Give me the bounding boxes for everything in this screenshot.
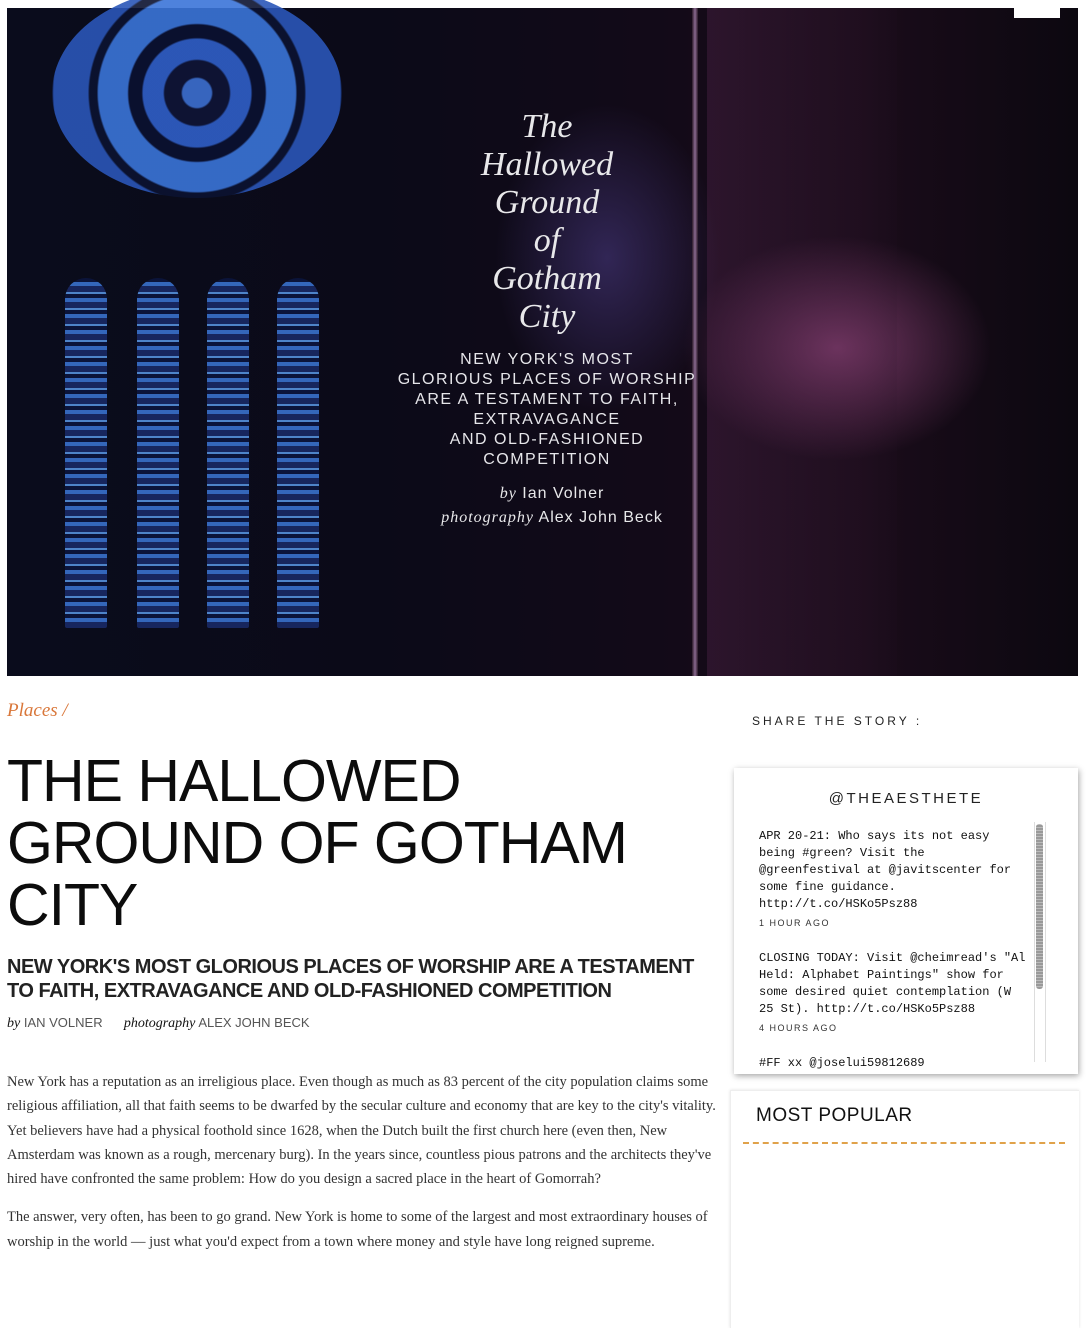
article-dek: NEW YORK'S MOST GLORIOUS PLACES OF WORSHIP ARE A TESTAMENT TO FAITH, EXTRAVAGANCE AND OLD-FASHIONED COMPETITION [7, 956, 694, 1002]
corner-tab [1014, 8, 1060, 18]
hero-title-line: City [518, 298, 576, 335]
byline-photo-prefix: photography [123, 1016, 196, 1031]
twitter-feed-widget [734, 768, 1078, 1074]
tweet-item [759, 1055, 1031, 1072]
hero-photographer: Alex John Beck [538, 509, 663, 526]
section-link-places[interactable]: Places / [7, 700, 68, 721]
hero-title-line: The [521, 108, 573, 145]
byline-photographer: ALEX JOHN BECK [198, 1015, 310, 1030]
tweet-text: #FF xx @joselui59812689 [759, 1056, 925, 1070]
stained-glass-window [277, 278, 319, 628]
hero-subtitle-line: ARE A TESTAMENT TO FAITH, [415, 391, 679, 408]
most-popular-heading: MOST POPULAR [756, 1105, 913, 1126]
hero-by-prefix: by [499, 485, 517, 502]
rose-window-graphic [52, 0, 342, 198]
hero-subtitle-line: GLORIOUS PLACES OF WORSHIP [397, 371, 697, 388]
pillar-highlight [692, 8, 698, 676]
hero-subtitle [387, 350, 707, 470]
twitter-handle[interactable]: @THEAESTHETE [828, 790, 984, 807]
tweet-text: CLOSING TODAY: Visit @cheimread's "Al Held: Alphabet Paintings" show for some desired quiet contemplation (W 25 St). http://t.co/HSKo5Psz88 [759, 951, 1026, 1016]
tweet-time: 1 HOUR AGO [759, 918, 831, 928]
stained-glass-window [137, 278, 179, 628]
most-popular-divider [743, 1142, 1065, 1144]
hero-subtitle-line: AND OLD-FASHIONED [449, 431, 645, 448]
hero-image [7, 8, 1078, 676]
most-popular-widget [730, 1090, 1079, 1328]
tweet-time: 4 HOURS AGO [759, 1023, 838, 1033]
tweet-list[interactable] [759, 828, 1031, 1070]
hero-author: Ian Volner [522, 485, 605, 502]
share-story-label: SHARE THE STORY : [752, 714, 923, 728]
tweet-item [759, 828, 1031, 932]
tweet-scrollbar-thumb[interactable] [1036, 824, 1043, 989]
tweet-item [759, 950, 1031, 1037]
article-paragraph: The answer, very often, has been to go grand. New York is home to some of the largest and most extraordinary houses of worship in the world — just what you'd expect from a town where money and style have long reigned supreme. [7, 1209, 708, 1250]
article-byline [7, 1015, 310, 1032]
byline-by-prefix: by [7, 1016, 21, 1031]
hero-title-line: Ground [494, 184, 600, 221]
stained-glass-window [207, 278, 249, 628]
hero-title-line: Hallowed [480, 146, 614, 183]
pillar-shade [707, 8, 897, 676]
tweet-text: APR 20-21: Who says its not easy being #green? Visit the @greenfestival at @javitscenter for some fine guidance. http://t.co/HSKo5Psz88 [759, 829, 1012, 911]
hero-title-line: of [533, 222, 561, 259]
hero-title-line: Gotham [492, 260, 602, 297]
article-headline: THE HALLOWED GROUND OF GOTHAM CITY [7, 748, 627, 938]
hero-subtitle-line: NEW YORK'S MOST [460, 351, 634, 368]
hero-credits [387, 482, 717, 530]
hero-photo-prefix: photography [441, 509, 534, 526]
hero-subtitle-line: EXTRAVAGANCE [473, 411, 621, 428]
article-body [7, 1070, 717, 1268]
byline-author: IAN VOLNER [23, 1015, 103, 1030]
article-paragraph: New York has a reputation as an irreligious place. Even though as much as 83 percent of the city population claims some religious affiliation, all that faith seems to be dwarfed by the secular culture and economy that are key to the city's vitality. Yet believers have had a physical foothold since 1628, when the Dutch built the first church here (even then, New Amsterdam was known as a rough, mercenary burg). In the years since, countless pious patrons and the architects they've hired have confronted the same problem: How do you design a sacred place in the heart of Gomorrah? [7, 1074, 716, 1188]
stained-glass-window [65, 278, 107, 628]
hero-subtitle-line: COMPETITION [483, 451, 611, 468]
hero-title [437, 108, 657, 336]
